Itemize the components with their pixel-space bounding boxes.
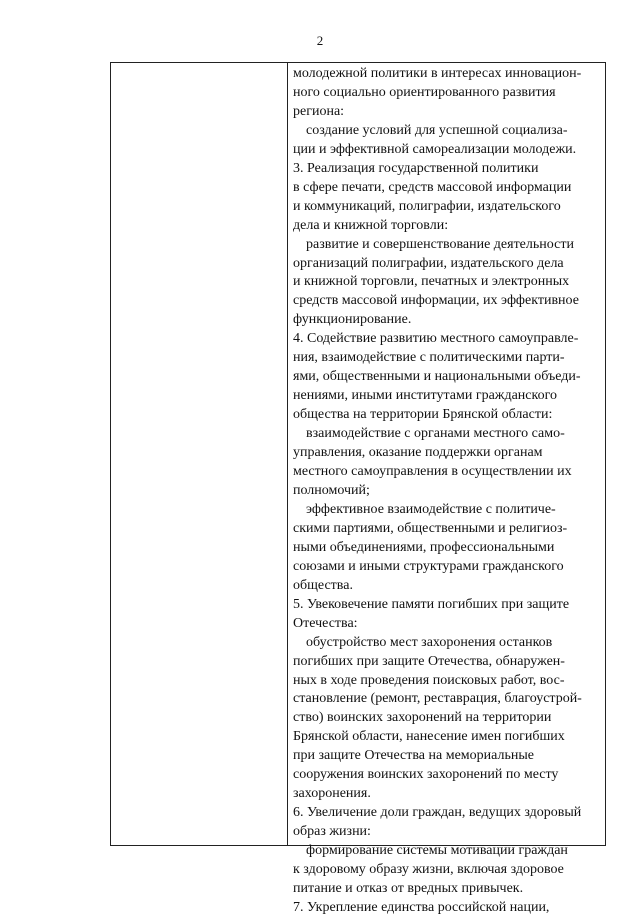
text-line: ями, общественными и национальными объеди-: [293, 369, 581, 385]
text-line: ных в ходе проведения поисковых работ, вос-: [293, 672, 565, 688]
text-line: к здоровому образу жизни, включая здоровое: [293, 862, 564, 878]
text-line: развитие и совершенствование деятельности: [306, 236, 574, 252]
text-line: общества.: [293, 577, 353, 593]
text-line: функционирование.: [293, 312, 412, 328]
document-table: [110, 62, 606, 915]
text-line: Брянской области, нанесение имен погибших: [293, 729, 565, 745]
text-line: региона:: [293, 103, 345, 119]
text-line: становление (ремонт, реставрация, благоустрой-: [293, 691, 582, 707]
text-line: сооружения воинских захоронений по месту: [293, 767, 559, 783]
text-line: ного социально ориентированного развития: [293, 84, 556, 100]
text-line: ными объединениями, профессиональными: [293, 539, 555, 555]
text-line: средств массовой информации, их эффективное: [293, 293, 579, 309]
text-line: полномочий;: [293, 482, 370, 498]
text-line: образ жизни:: [293, 824, 371, 840]
text-line: питание и отказ от вредных привычек.: [293, 880, 524, 896]
text-line: 4. Содействие развитию местного самоуправле-: [293, 331, 579, 347]
page-number: 2: [316, 33, 324, 48]
text-line: союзами и иными структурами гражданского: [293, 558, 564, 574]
text-line: в сфере печати, средств массовой информации: [293, 179, 572, 195]
text-line: общества на территории Брянской области:: [293, 407, 553, 423]
text-line: взаимодействие с органами местного само-: [306, 426, 565, 442]
text-line: нениями, иными институтами гражданского: [293, 388, 557, 404]
table-cell-text: [288, 63, 605, 915]
text-line: ния, взаимодействие с политическими парти-: [293, 350, 565, 366]
text-line: управления, оказание поддержки органам: [293, 445, 543, 461]
text-line: захоронения.: [293, 786, 371, 802]
text-line: 6. Увеличение доли граждан, ведущих здоровый: [293, 805, 582, 821]
table-cell-left-empty: [111, 63, 288, 845]
text-line: дела и книжной торговли:: [293, 217, 449, 233]
text-line: при защите Отечества на мемориальные: [293, 748, 534, 764]
text-line: обустройство мест захоронения останков: [306, 634, 553, 650]
text-line: Отечества:: [293, 615, 358, 631]
text-line: 7. Укрепление единства российской нации,: [293, 899, 550, 915]
text-line: ство) воинских захоронений на территории: [293, 710, 552, 726]
text-line: и книжной торговли, печатных и электронных: [293, 274, 570, 290]
text-line: скими партиями, общественными и религиоз-: [293, 520, 568, 536]
text-line: создание условий для успешной социализа-: [306, 122, 568, 138]
text-line: погибших при защите Отечества, обнаружен-: [293, 653, 565, 669]
text-line: 5. Увековечение памяти погибших при защите: [293, 596, 570, 612]
text-line: эффективное взаимодействие с политиче-: [306, 501, 556, 517]
text-line: и коммуникаций, полиграфии, издательского: [293, 198, 561, 214]
text-line: организаций полиграфии, издательского дела: [293, 255, 564, 271]
text-line: местного самоуправления в осуществлении их: [293, 464, 572, 480]
text-line: формирование системы мотивации граждан: [306, 843, 568, 859]
text-line: молодежной политики в интересах инновацион-: [293, 66, 582, 81]
text-line: ции и эффективной самореализации молодежи.: [293, 141, 577, 157]
text-line: 3. Реализация государственной политики: [293, 160, 539, 176]
